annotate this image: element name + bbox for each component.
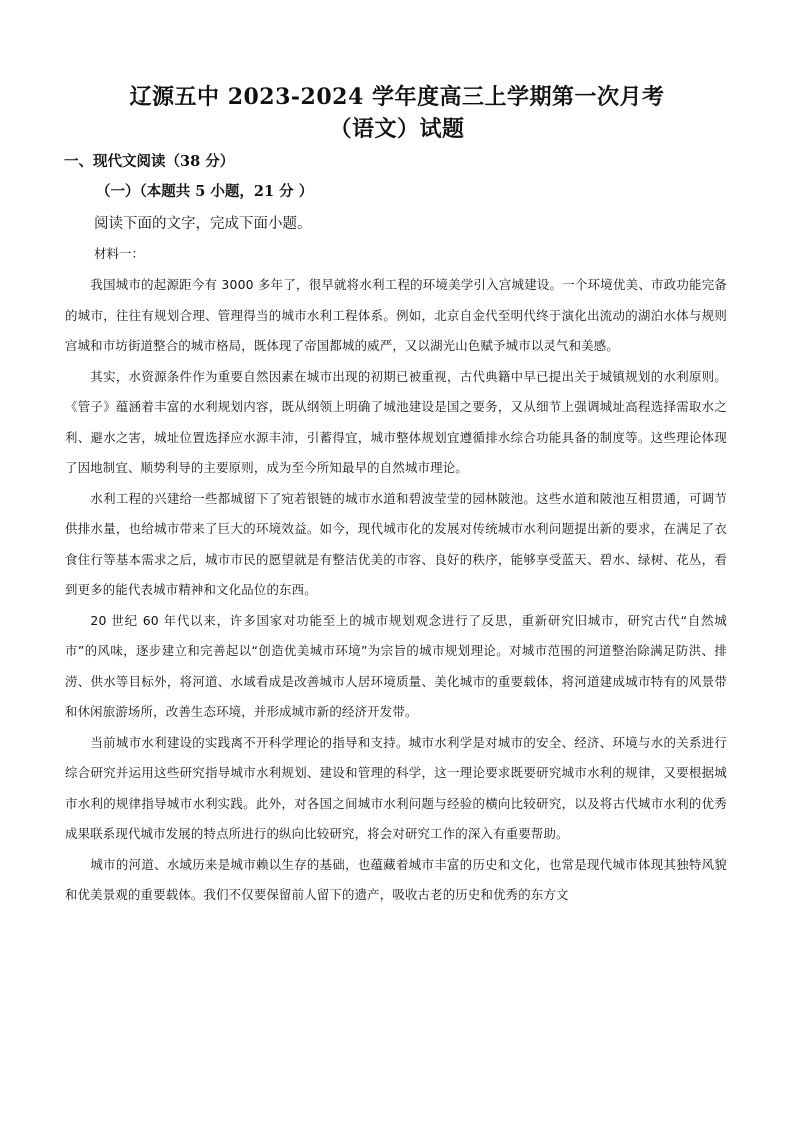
reading-instruction: 阅读下面的文字，完成下面小题。 (94, 216, 312, 232)
passage-paragraph: 我国城市的起源距今有 3000 多年了，很早就将水利工程的环境美学引入宫城建设。一个环境优美、市政功能完备的城市，往往有规划合理、管理得当的城市水利工程体系。例如，北京自金代至明代终于演化出流动的湖泊水体与规则宫城和市坊街道整合的城市格局，既体现了帝国都城的威严，又以湖光山色赋予城市以灵气和美感。 (65, 277, 727, 353)
exam-subtitle: （语文）试题 (329, 116, 465, 142)
reading-passage (65, 270, 727, 911)
material-label: 材料一： (94, 246, 145, 261)
section-heading: 一、现代文阅读（38 分） (64, 153, 235, 170)
subsection-heading: （一）（本题共 5 小题，21 分 ） (96, 183, 314, 200)
passage-paragraph: 城市的河道、水域历来是城市赖以生存的基础，也蕴藏着城市丰富的历史和文化，也常是现代城市体现其独特风貌和优美景观的重要载体。我们不仅要保留前人留下的遗产，吸收古老的历史和优秀的东方文 (65, 856, 727, 902)
passage-paragraph: 20 世纪 60 年代以来，许多国家对功能至上的城市规划观念进行了反思，重新研究旧城市，研究古代“自然城市”的风味，逐步建立和完善起以“创造优美城市环境”为宗旨的城市规划理论。对城市范围的河道整治除满足防洪、排涝、供水等目标外，将河道、水域看成是改善城市人居环境质量、美化城市的重要载体，将河道建成城市特有的风景带和休闲旅游场所，改善生态环境，并形成城市新的经济开发带。 (65, 612, 727, 719)
exam-title: 辽源五中 2023-2024 学年度高三上学期第一次月考 (129, 84, 665, 110)
passage-paragraph: 水利工程的兴建给一些都城留下了宛若银链的城市水道和碧波莹莹的园林陂池。这些水道和陂池互相贯通，可调节供排水量，也给城市带来了巨大的环境效益。如今，现代城市化的发展对传统城市水利问题提出新的要求，在满足了衣食住行等基本需求之后，城市市民的愿望就是有整洁优美的市容、良好的秩序，能够享受蓝天、碧水、绿树、花丛，看到更多的能代表城市精神和文化品位的东西。 (65, 490, 727, 597)
passage-paragraph: 其实，水资源条件作为重要自然因素在城市出现的初期已被重视，古代典籍中早已提出关于城镇规划的水利原则。《管子》蕴涵着丰富的水利规划内容，既从纲领上明确了城池建设是国之要务，又从细节上强调城址高程选择需取水之利、避水之害，城址位置选择应水源丰沛，引蓄得宜，城市整体规划宜遵循排水综合功能具备的制度等。这些理论体现了因地制宜、顺势利导的主要原则，成为至今所知最早的自然城市理论。 (65, 368, 727, 475)
passage-paragraph: 当前城市水利建设的实践离不开科学理论的指导和支持。城市水利学是对城市的安全、经济、环境与水的关系进行综合研究并运用这些研究指导城市水利规划、建设和管理的科学，这一理论要求既要研究城市水利的规律，又要根据城市水利的规律指导城市水利实践。此外，对各国之间城市水利问题与经验的横向比较研究，以及将古代城市水利的优秀成果联系现代城市发展的特点所进行的纵向比较研究，将会对研究工作的深入有重要帮助。 (65, 734, 727, 841)
